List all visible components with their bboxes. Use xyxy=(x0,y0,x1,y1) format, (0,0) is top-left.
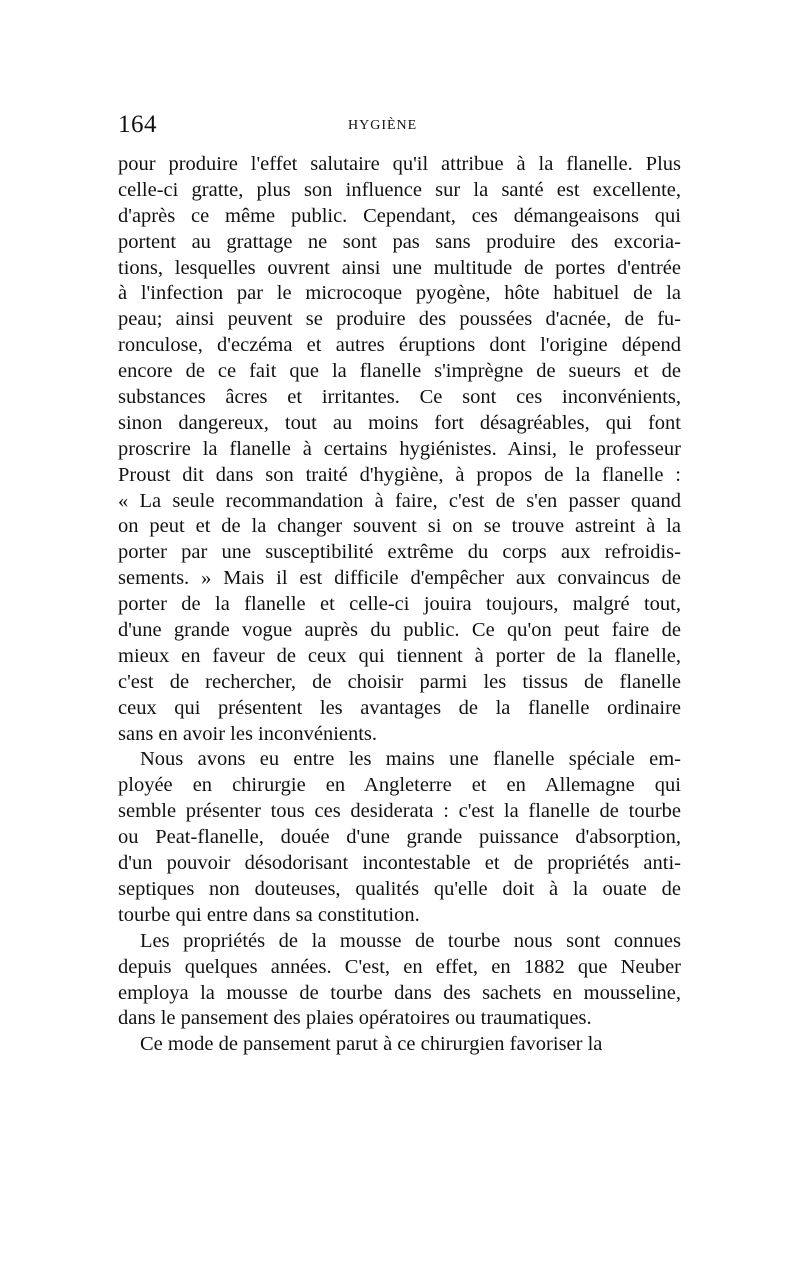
text-line: mieux en faveur de ceux qui tiennent à porter de la flanelle, xyxy=(118,644,681,667)
text-line: sinon dangereux, tout au moins fort désagréables, qui font xyxy=(118,411,681,434)
text-line: d'un pouvoir désodorisant incontestable et de propriétés anti- xyxy=(118,852,681,875)
text-line: c'est de rechercher, de choisir parmi les tissus de flanelle xyxy=(118,670,681,693)
text-line: Les propriétés de la mousse de tourbe nous sont connues xyxy=(140,929,681,952)
paragraph xyxy=(118,152,681,747)
text-line: portent au grattage ne sont pas sans produire des excoria- xyxy=(118,230,681,253)
paragraph xyxy=(118,929,681,1033)
running-title: HYGIÈNE xyxy=(348,118,418,133)
text-line: ceux qui présentent les avantages de la flanelle ordinaire xyxy=(118,696,681,719)
text-line: septiques non douteuses, qualités qu'elle doit à la ouate de xyxy=(118,877,681,900)
text-line: « La seule recommandation à faire, c'est de s'en passer quand xyxy=(118,489,681,512)
body-text xyxy=(118,152,681,1058)
text-line: semble présenter tous ces desiderata : c'est la flanelle de tourbe xyxy=(118,800,681,823)
page-number: 164 xyxy=(118,111,157,138)
text-line: on peut et de la changer souvent si on se trouve astreint à la xyxy=(118,515,681,538)
text-line: tions, lesquelles ouvrent ainsi une multitude de portes d'entrée xyxy=(118,256,681,279)
text-line: peau; ainsi peuvent se produire des poussées d'acnée, de fu- xyxy=(118,308,681,331)
paragraph xyxy=(118,747,681,928)
text-line: Proust dit dans son traité d'hygiène, à propos de la flanelle : xyxy=(118,463,681,486)
text-line: porter par une susceptibilité extrême du corps aux refroidis- xyxy=(118,541,681,564)
text-line: ou Peat-flanelle, douée d'une grande puissance d'absorption, xyxy=(118,826,681,849)
text-line: celle-ci gratte, plus son influence sur la santé est excellente, xyxy=(118,178,681,201)
text-line: encore de ce fait que la flanelle s'imprègne de sueurs et de xyxy=(118,360,681,383)
text-line: ployée en chirurgie en Angleterre et en Allemagne qui xyxy=(118,774,681,797)
text-line: depuis quelques années. C'est, en effet, en 1882 que Neuber xyxy=(118,955,681,978)
running-head xyxy=(118,110,683,140)
text-line: pour produire l'effet salutaire qu'il attribue à la flanelle. Plus xyxy=(118,153,681,175)
text-line: à l'infection par le microcoque pyogène, hôte habituel de la xyxy=(118,282,681,305)
text-line: ronculose, d'eczéma et autres éruptions dont l'origine dépend xyxy=(118,334,681,357)
text-line: Ce mode de pansement parut à ce chirurgien favoriser la xyxy=(140,1033,603,1056)
text-line: porter de la flanelle et celle-ci jouira toujours, malgré tout, xyxy=(118,593,681,616)
text-line: d'après ce même public. Cependant, ces démangeaisons qui xyxy=(118,204,681,227)
text-line: d'une grande vogue auprès du public. Ce qu'on peut faire de xyxy=(118,619,681,642)
text-line: dans le pansement des plaies opératoires ou traumatiques. xyxy=(118,1007,592,1030)
paragraph xyxy=(118,1032,681,1058)
text-line: tourbe qui entre dans sa constitution. xyxy=(118,903,420,926)
text-line: proscrire la flanelle à certains hygiénistes. Ainsi, le professeur xyxy=(118,437,681,460)
text-line: sans en avoir les inconvénients. xyxy=(118,722,378,745)
text-line: Nous avons eu entre les mains une flanelle spéciale em- xyxy=(140,748,681,771)
text-line: employa la mousse de tourbe dans des sachets en mousseline, xyxy=(118,981,681,1004)
text-line: substances âcres et irritantes. Ce sont ces inconvénients, xyxy=(118,386,681,409)
text-line: sements. » Mais il est difficile d'empêcher aux convaincus de xyxy=(118,567,681,590)
